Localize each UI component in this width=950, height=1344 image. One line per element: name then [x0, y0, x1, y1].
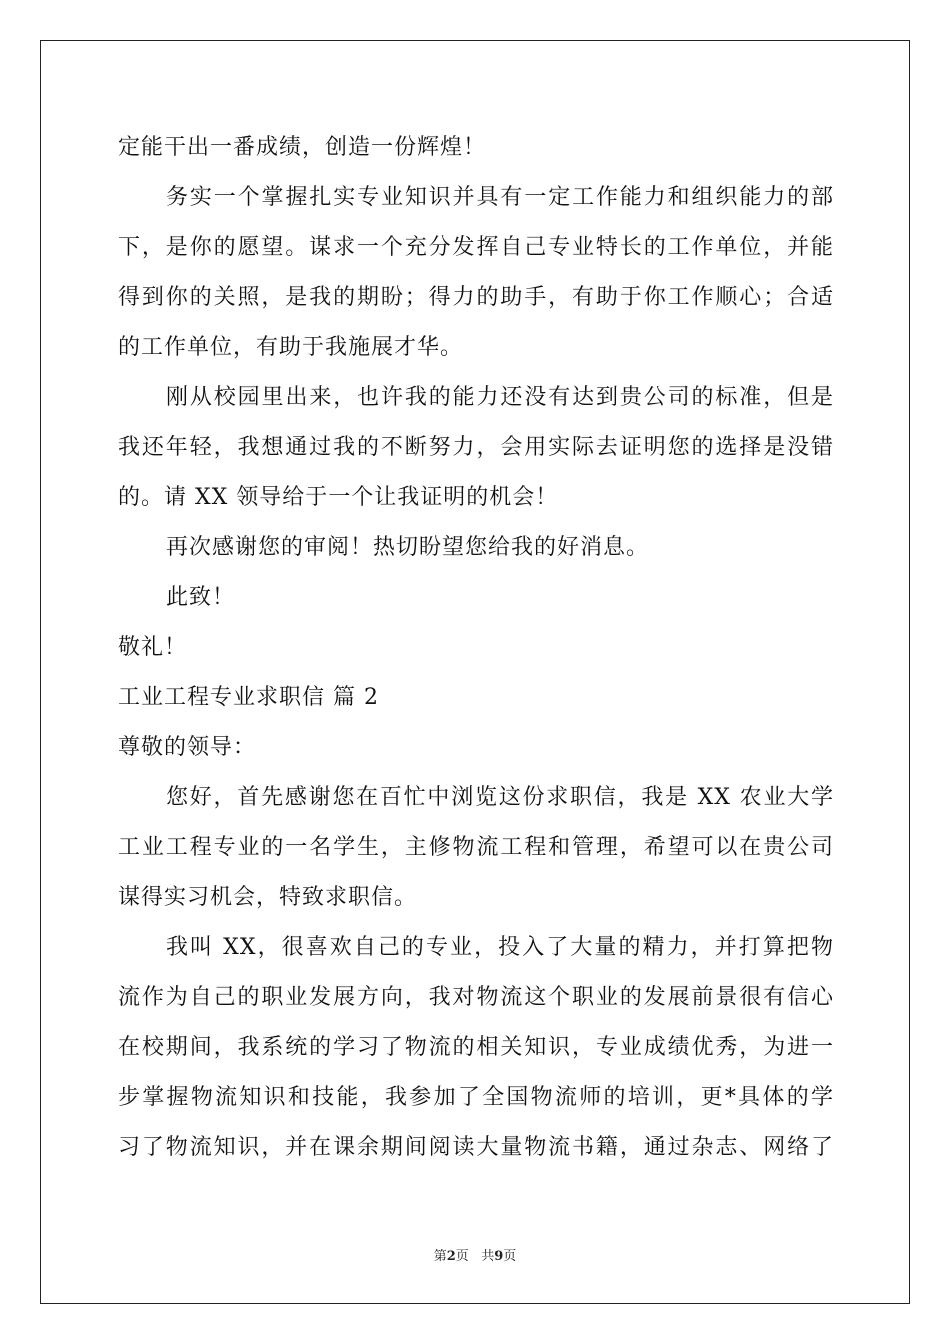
text-line: 刚从校园里出来，也许我的能力还没有达到贵公司的标准，但是 [166, 385, 834, 410]
page-number: 2 [446, 1249, 456, 1264]
text-line: 谋得实习机会，特致求职信。 [118, 885, 418, 910]
salutation: 尊敬的领导： [118, 735, 257, 760]
text-line: 在校期间，我系统的学习了物流的相关知识，专业成绩优秀，为进一 [118, 1035, 834, 1060]
text-line: 定能干出一番成绩，创造一份辉煌！ [118, 135, 487, 160]
total-pages: 9 [494, 1249, 504, 1264]
footer-total-prefix: 共 [481, 1249, 495, 1264]
text-line: 我叫 XX，很喜欢自己的专业，投入了大量的精力，并打算把物 [166, 935, 834, 960]
text-line: 得到你的关照，是我的期盼；得力的助手，有助于你工作顺心；合适 [118, 285, 834, 310]
text-line: 您好，首先感谢您在百忙中浏览这份求职信，我是 XX 农业大学 [166, 785, 834, 810]
text-line: 务实一个掌握扎实专业知识并具有一定工作能力和组织能力的部 [166, 185, 834, 210]
text-line: 流作为自己的职业发展方向，我对物流这个职业的发展前景很有信心 [118, 985, 834, 1010]
footer-total-suffix: 页 [503, 1249, 517, 1264]
text-line: 此致！ [166, 585, 236, 610]
text-line: 再次感谢您的审阅！热切盼望您给我的好消息。 [166, 535, 650, 560]
text-line: 敬礼！ [118, 635, 188, 660]
footer-page-suffix: 页 [455, 1249, 469, 1264]
text-line: 工业工程专业的一名学生，主修物流工程和管理，希望可以在贵公司 [118, 835, 834, 860]
text-line: 下，是你的愿望。谋求一个充分发挥自己专业特长的工作单位，并能 [118, 235, 834, 260]
text-line: 的工作单位，有助于我施展才华。 [118, 335, 464, 360]
footer-prefix: 第 [433, 1249, 447, 1264]
text-line: 习了物流知识，并在课余期间阅读大量物流书籍，通过杂志、网络了 [118, 1135, 834, 1160]
text-line: 步掌握物流知识和技能，我参加了全国物流师的培训，更*具体的学 [118, 1085, 834, 1110]
page-border [40, 40, 910, 1304]
page-footer [0, 1245, 950, 1264]
section-heading: 工业工程专业求职信 篇 2 [118, 685, 379, 710]
text-line: 的。请 XX 领导给于一个让我证明的机会！ [118, 485, 559, 510]
text-line: 我还年轻，我想通过我的不断努力，会用实际去证明您的选择是没错 [118, 435, 834, 460]
